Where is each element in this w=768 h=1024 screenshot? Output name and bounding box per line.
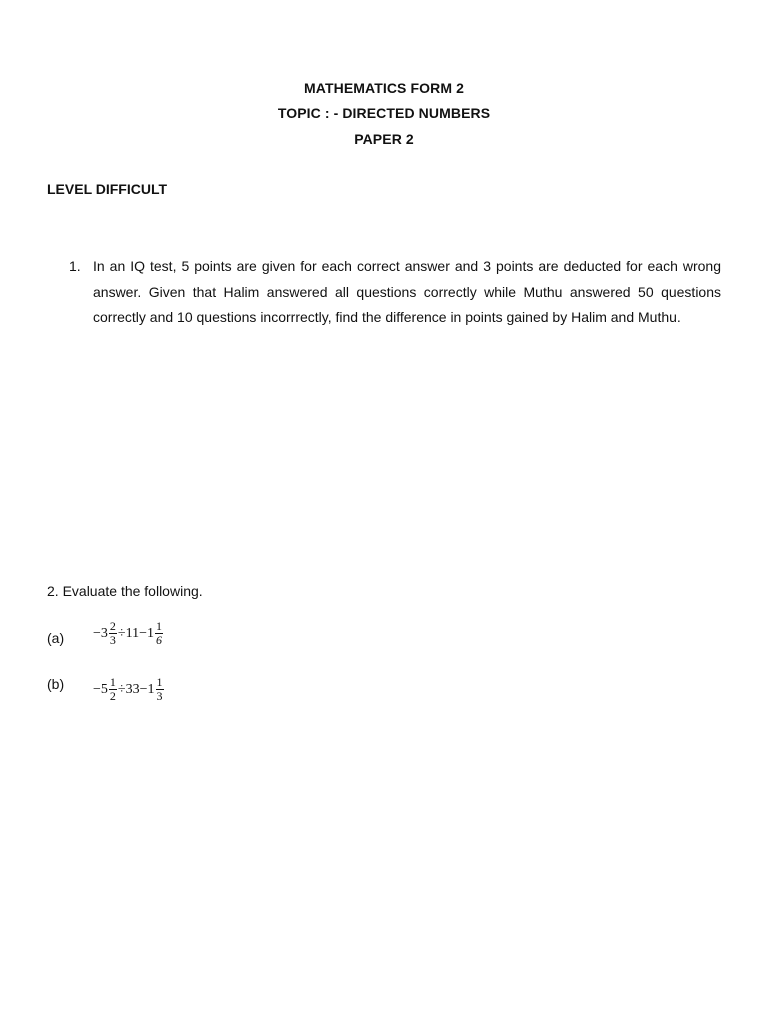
worksheet-subject-title: MATHEMATICS FORM 2 (304, 80, 464, 96)
expression-term: −5 (93, 681, 108, 697)
fraction-numerator: 1 (156, 675, 163, 689)
question-2a-expression (93, 620, 164, 647)
fraction-denominator: 3 (156, 689, 163, 703)
fraction-numerator: 1 (109, 675, 116, 689)
fraction (109, 620, 117, 647)
worksheet-topic: TOPIC : - DIRECTED NUMBERS (277, 105, 491, 121)
fraction (109, 676, 117, 703)
question-1-text: In an IQ test, 5 points are given for each correct answer and 3 points are deducted for each wrong answer. Given that Halim answered all questions correctly while Muthu answered 50 questions correctly and 10 questions incorrrectly, find the difference in points gained by Halim and Muthu. (93, 258, 721, 325)
question-1-number: 1. (69, 258, 81, 274)
fraction (156, 676, 164, 703)
fraction-numerator: 1 (155, 619, 162, 633)
fraction-numerator: 2 (109, 619, 116, 633)
question-2-title: 2. Evaluate the following. (47, 583, 203, 599)
expression-term: −3 (93, 625, 108, 641)
fraction-denominator: 6 (155, 633, 162, 647)
expression-operators: ÷33−1 (117, 681, 155, 697)
question-2b-expression (93, 676, 165, 703)
question-2b-label: (b) (47, 676, 65, 692)
worksheet-paper: PAPER 2 (354, 131, 414, 147)
fraction (155, 620, 163, 647)
fraction-denominator: 2 (109, 689, 116, 703)
fraction-denominator: 3 (109, 633, 116, 647)
question-2a-label: (a) (47, 630, 65, 646)
difficulty-level-heading: LEVEL DIFFICULT (47, 181, 168, 197)
expression-operators: ÷11−1 (117, 625, 154, 641)
